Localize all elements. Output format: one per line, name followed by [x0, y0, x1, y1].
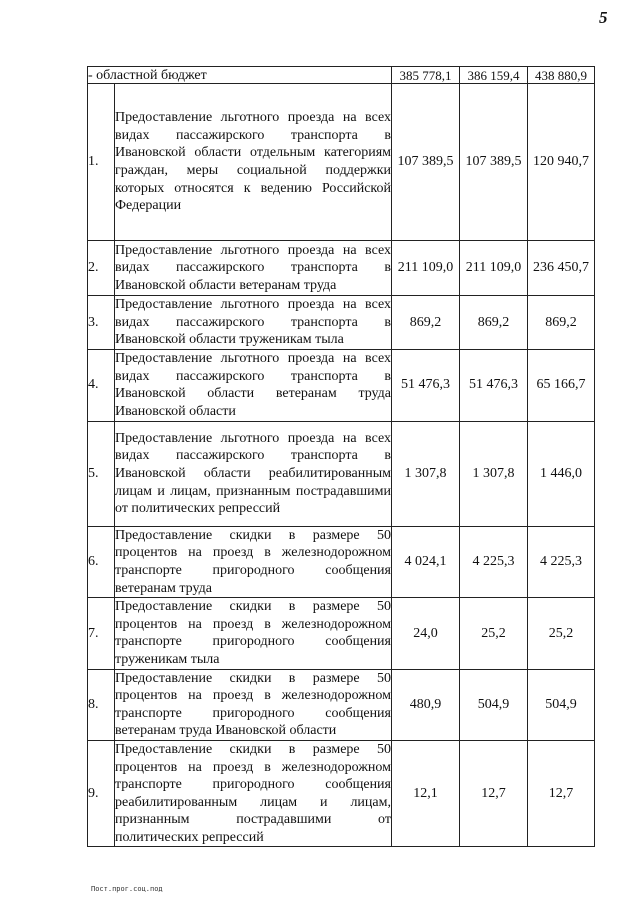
value-cell: 438 880,9: [528, 67, 595, 84]
value-cell: 1 446,0: [528, 421, 595, 526]
row-number: 8.: [88, 669, 115, 740]
row-number: 2.: [88, 241, 115, 296]
row-number: 5.: [88, 421, 115, 526]
value-cell: 24,0: [392, 598, 460, 669]
value-cell: 4 024,1: [392, 526, 460, 597]
row-description: Предоставление льготного проезда на всех видах пассажирского транспорта в Ивановской области отдельным категориям граждан, меры социальной поддержки которых относятся к ведению Российской Федерации: [115, 84, 392, 241]
row-number: 9.: [88, 740, 115, 847]
value-cell: 65 166,7: [528, 349, 595, 421]
value-cell: 386 159,4: [460, 67, 528, 84]
value-cell: 1 307,8: [460, 421, 528, 526]
value-cell: 51 476,3: [460, 349, 528, 421]
table-row: [88, 84, 595, 241]
value-cell: 504,9: [528, 669, 595, 740]
value-cell: 107 389,5: [392, 84, 460, 241]
row-number: 6.: [88, 526, 115, 597]
value-cell: 120 940,7: [528, 84, 595, 241]
row-number: 7.: [88, 598, 115, 669]
row-description: Предоставление льготного проезда на всех видах пассажирского транспорта в Ивановской области ветеранам труда Ивановской области: [115, 349, 392, 421]
value-cell: 236 450,7: [528, 241, 595, 296]
row-description: Предоставление льготного проезда на всех видах пассажирского транспорта в Ивановской области труженикам тыла: [115, 296, 392, 350]
value-cell: 211 109,0: [392, 241, 460, 296]
budget-table: [87, 66, 595, 847]
row-description: Предоставление льготного проезда на всех видах пассажирского транспорта в Ивановской области ветеранам труда: [115, 241, 392, 296]
row-number: 3.: [88, 296, 115, 350]
value-cell: 869,2: [528, 296, 595, 350]
row-number: 4.: [88, 349, 115, 421]
value-cell: 25,2: [528, 598, 595, 669]
table-row: [88, 349, 595, 421]
page-number: 5: [599, 8, 608, 27]
row-description: Предоставление льготного проезда на всех видах пассажирского транспорта в Ивановской области реабилитированным лицам и лицам, признанным пострадавшими от политических репрессий: [115, 421, 392, 526]
regional-budget-row: [88, 67, 595, 84]
table-row: [88, 669, 595, 740]
value-cell: 211 109,0: [460, 241, 528, 296]
value-cell: 4 225,3: [528, 526, 595, 597]
row-description: Предоставление скидки в размере 50 процентов на проезд в железнодорожном транспорте пригородного сообщения реабилитированным лицам и лицам, признанным пострадавшими от политических репрессий: [115, 740, 392, 847]
value-cell: 385 778,1: [392, 67, 460, 84]
value-cell: 4 225,3: [460, 526, 528, 597]
table-row: [88, 598, 595, 669]
row-number: 1.: [88, 84, 115, 241]
row-description: Предоставление скидки в размере 50 процентов на проезд в железнодорожном транспорте пригородного сообщения ветеранам труда: [115, 526, 392, 597]
value-cell: 51 476,3: [392, 349, 460, 421]
value-cell: 504,9: [460, 669, 528, 740]
footer-note: Пост.прог.соц.под: [91, 885, 163, 893]
value-cell: 1 307,8: [392, 421, 460, 526]
regional-budget-label: - областной бюджет: [88, 67, 392, 84]
table-row: [88, 526, 595, 597]
table-row: [88, 296, 595, 350]
value-cell: 12,1: [392, 740, 460, 847]
table-row: [88, 421, 595, 526]
row-description: Предоставление скидки в размере 50 процентов на проезд в железнодорожном транспорте пригородного сообщения ветеранам труда Ивановской области: [115, 669, 392, 740]
value-cell: 869,2: [460, 296, 528, 350]
value-cell: 12,7: [460, 740, 528, 847]
value-cell: 107 389,5: [460, 84, 528, 241]
value-cell: 25,2: [460, 598, 528, 669]
table-row: [88, 241, 595, 296]
table-row: [88, 740, 595, 847]
value-cell: 480,9: [392, 669, 460, 740]
value-cell: 869,2: [392, 296, 460, 350]
row-description: Предоставление скидки в размере 50 процентов на проезд в железнодорожном транспорте пригородного сообщения труженикам тыла: [115, 598, 392, 669]
value-cell: 12,7: [528, 740, 595, 847]
